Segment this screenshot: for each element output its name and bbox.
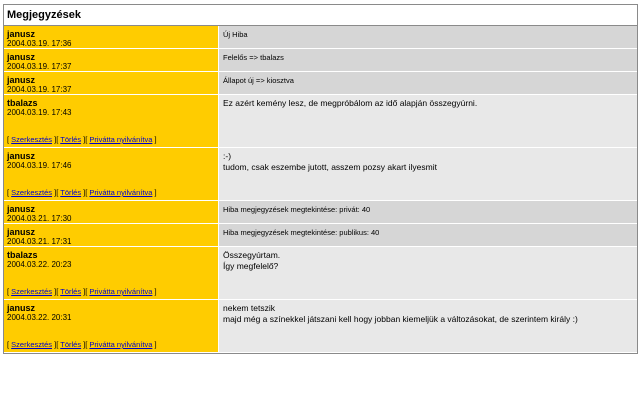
comment-meta xyxy=(4,300,218,352)
comment-body xyxy=(218,95,637,147)
comment-entry xyxy=(4,201,637,224)
panel-title: Megjegyzések xyxy=(4,5,637,26)
comment-meta xyxy=(4,247,218,299)
comment-entry xyxy=(4,224,637,247)
comment-body xyxy=(218,201,637,223)
comment-text-line: Így megfelelő? xyxy=(223,261,279,271)
comment-author: tbalazs xyxy=(7,98,38,108)
comment-meta xyxy=(4,201,218,223)
comment-author: janusz xyxy=(7,52,36,62)
comment-author: janusz xyxy=(7,227,36,237)
comment-date: 2004.03.19. 17:43 xyxy=(7,108,72,117)
comment-body xyxy=(218,224,637,246)
comment-date: 2004.03.21. 17:31 xyxy=(7,237,72,246)
edit-link[interactable]: Szerkesztés xyxy=(11,340,53,349)
comment-entry xyxy=(4,247,637,300)
comment-meta xyxy=(4,148,218,200)
make-private-link[interactable]: Privátta nyilvánítva xyxy=(89,135,153,144)
comment-actions: [ Szerkesztés ][ Törlés ][ Privátta nyilvánítva ] xyxy=(7,188,157,197)
comment-meta xyxy=(4,95,218,147)
comment-entry xyxy=(4,72,637,95)
comment-entry xyxy=(4,95,637,148)
comment-author: janusz xyxy=(7,204,36,214)
edit-link[interactable]: Szerkesztés xyxy=(11,287,53,296)
edit-link[interactable]: Szerkesztés xyxy=(11,188,53,197)
comment-body xyxy=(218,49,637,71)
comment-actions: [ Szerkesztés ][ Törlés ][ Privátta nyilvánítva ] xyxy=(7,135,157,144)
comment-actions: [ Szerkesztés ][ Törlés ][ Privátta nyilvánítva ] xyxy=(7,287,157,296)
comment-entry xyxy=(4,148,637,201)
comment-entry xyxy=(4,26,637,49)
comment-entry xyxy=(4,49,637,72)
comment-text-line: Hiba megjegyzések megtekintése: privát: 40 xyxy=(223,205,371,214)
comment-text-line: Hiba megjegyzések megtekintése: publikus: 40 xyxy=(223,228,380,237)
comment-body xyxy=(218,26,637,48)
comment-body xyxy=(218,72,637,94)
comment-body xyxy=(218,247,637,299)
comment-text-line: Összegyúrtam. xyxy=(223,250,281,260)
comment-date: 2004.03.19. 17:36 xyxy=(7,39,72,48)
comment-actions: [ Szerkesztés ][ Törlés ][ Privátta nyilvánítva ] xyxy=(7,340,157,349)
comment-list xyxy=(4,26,637,353)
make-private-link[interactable]: Privátta nyilvánítva xyxy=(89,340,153,349)
comment-meta xyxy=(4,224,218,246)
comment-meta xyxy=(4,26,218,48)
delete-link[interactable]: Törlés xyxy=(60,287,82,296)
delete-link[interactable]: Törlés xyxy=(60,135,82,144)
comment-body xyxy=(218,300,637,352)
comment-author: janusz xyxy=(7,75,36,85)
comment-text-line: Felelős => tbalazs xyxy=(223,53,284,62)
comment-text-line: :-) xyxy=(223,151,232,161)
comment-text-line: nekem tetszik xyxy=(223,303,275,313)
comment-text-line: Új Hiba xyxy=(223,30,248,39)
comment-date: 2004.03.19. 17:37 xyxy=(7,62,72,71)
comment-date: 2004.03.19. 17:37 xyxy=(7,85,72,94)
comment-author: janusz xyxy=(7,29,36,39)
comment-author: janusz xyxy=(7,151,36,161)
make-private-link[interactable]: Privátta nyilvánítva xyxy=(89,287,153,296)
comment-date: 2004.03.22. 20:31 xyxy=(7,313,72,322)
comment-text-line: Ez azért kemény lesz, de megpróbálom az idő alapján összegyúrni. xyxy=(223,98,478,108)
comment-date: 2004.03.22. 20:23 xyxy=(7,260,72,269)
comment-author: tbalazs xyxy=(7,250,38,260)
comment-text-line: majd még a színekkel játszani kell hogy jobban kiemeljük a változásokat, de szerintem király :) xyxy=(223,314,578,324)
comment-entry xyxy=(4,300,637,353)
comments-panel xyxy=(3,4,638,354)
comment-author: janusz xyxy=(7,303,36,313)
delete-link[interactable]: Törlés xyxy=(60,188,82,197)
comment-body xyxy=(218,148,637,200)
comment-date: 2004.03.19. 17:46 xyxy=(7,161,72,170)
comment-text-line: tudom, csak eszembe jutott, asszem pozsy akart ilyesmit xyxy=(223,162,437,172)
edit-link[interactable]: Szerkesztés xyxy=(11,135,53,144)
make-private-link[interactable]: Privátta nyilvánítva xyxy=(89,188,153,197)
comment-meta xyxy=(4,72,218,94)
comment-meta xyxy=(4,49,218,71)
delete-link[interactable]: Törlés xyxy=(60,340,82,349)
comment-text-line: Állapot új => kiosztva xyxy=(223,76,294,85)
comment-date: 2004.03.21. 17:30 xyxy=(7,214,72,223)
